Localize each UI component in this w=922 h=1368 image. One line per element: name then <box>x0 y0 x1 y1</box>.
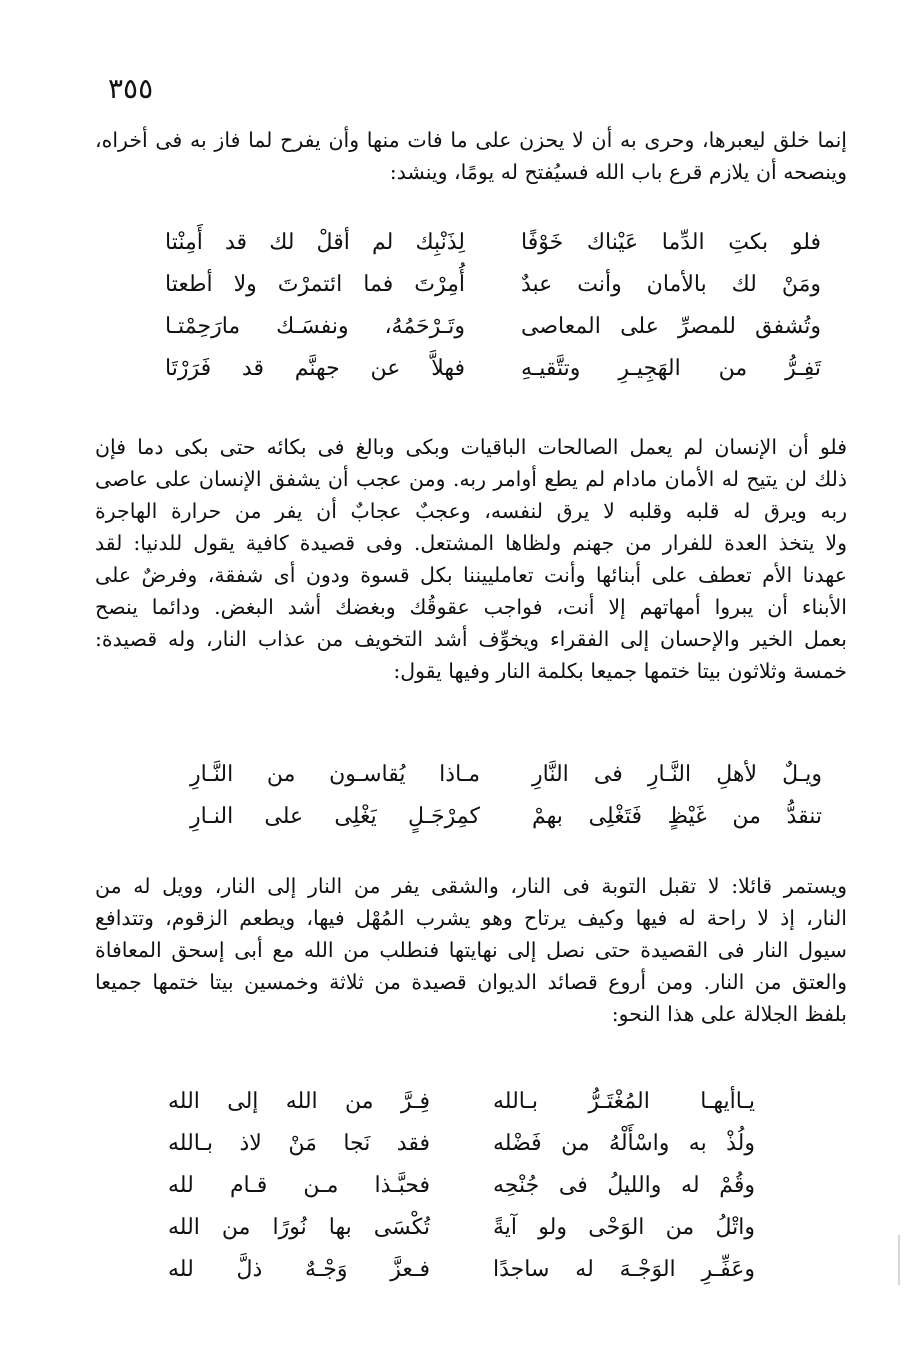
first-hemistich: ومَنْ لك بالأمان وأنت عبدٌ <box>521 272 821 297</box>
text-line: بلفظ الجلالة على هذا النحو: <box>611 1002 847 1026</box>
verse-line <box>165 348 821 390</box>
verse-line <box>190 796 822 838</box>
verse-line <box>168 1249 755 1291</box>
verse-line <box>165 306 821 348</box>
text-line: عهدنا الأم تعطف على أبنائها وأنت تعاملييننا بكل قسوة ودون أى شفقة، وفرضٌ على <box>95 563 847 587</box>
first-hemistich: وتُشفق للمصرِّ على المعاصى <box>521 314 821 339</box>
second-hemistich: تُكْسَى بها نُورًا من الله <box>168 1215 430 1240</box>
first-hemistich: واتْلُ من الوَحْى ولو آيةً <box>493 1215 755 1240</box>
verse-line <box>168 1165 755 1207</box>
verse-line <box>165 264 821 306</box>
text-line: فلو أن الإنسان لم يعمل الصالحات الباقيات وبكى وبالغ فى بكائه حتى بكى دما فإن <box>95 435 847 459</box>
first-hemistich: فلو بكتِ الدِّما عَيْناك خَوْفًا <box>521 230 821 255</box>
text-line: ولا يتخذ العدة للفرار من جهنم ولظاها المشتعل. وفى قصيدة كافية يقول للدنيا: لقد <box>95 531 847 555</box>
text-line: ويستمر قائلا: لا تقبل التوبة فى النار، والشقى يفر من النار إلى النار، وويل له من <box>95 874 847 898</box>
second-hemistich: كمِرْجَـلٍ يَغْلِى على النـارِ <box>190 804 480 829</box>
verse-line <box>190 754 822 796</box>
first-hemistich: تنقدُّ من غَيْظٍ فَتَغْلِى بهمْ <box>532 804 822 829</box>
text-line: بعمل الخير والإحسان إلى الفقراء ويخوِّف أشد التخويف من عذاب النار، وله قصيدة: <box>95 627 847 651</box>
second-hemistich: فحبَّـذا مـن قـام لله <box>168 1173 430 1198</box>
first-hemistich: يـاأيهـا المُغْتَـرُّ بـالله <box>493 1089 755 1114</box>
page-number: ٣٥٥ <box>108 72 154 105</box>
first-hemistich: وعَفِّـرِ الوَجْـهَ له ساجدًا <box>493 1257 755 1282</box>
text-line: سيول النار فى القصيدة حتى نصل إلى نهايتها فنطلب من الله مع أبى إسحق المعافاة <box>95 938 847 962</box>
second-hemistich: أُمِرْتَ فما ائتمرْتَ ولا أطعتا <box>165 272 465 297</box>
text-line: ربه ويرق له قلبه وقلبه لا يرق لنفسه، وعجبٌ عجابٌ أن يفر من حرارة الهاجرة <box>95 499 847 523</box>
first-hemistich: ويـلٌ لأهلِ النَّـارِ فى النَّارِ <box>532 762 822 787</box>
paragraph-1 <box>95 124 847 188</box>
second-hemistich: وتَـرْحَمُهُ، ونفسَـك مارَحِمْتـا <box>165 314 465 339</box>
second-hemistich: فـعزَّ وَجْـهٌ ذلَّ لله <box>168 1257 430 1282</box>
text-line: خمسة وثلاثون بيتا ختمها جميعا بكلمة النار وفيها يقول: <box>393 659 847 683</box>
text-line: الأبناء أن يبروا أمهاتهم إلا أنت، فواجب عقوقُك وبغضك أشد البغض. ودائما ينصح <box>95 595 847 619</box>
first-hemistich: ولُذْ به واسْأَلْهُ من فَضْله <box>493 1131 755 1156</box>
text-line: والعتق من النار. ومن أروع قصائد الديوان قصيدة من ثلاثة وخمسين بيتا ختمها جميعا <box>95 970 847 994</box>
second-hemistich: فِـرَّ من الله إلى الله <box>168 1089 430 1114</box>
page-margin-mark <box>898 1235 900 1285</box>
first-hemistich: وقُمْ له والليلُ فى جُنْحِه <box>493 1173 755 1198</box>
paragraph-3 <box>95 870 847 1030</box>
poem-3 <box>168 1081 755 1291</box>
second-hemistich: لِذَنْبِك لم أقلْ لك قد أَمِنْتا <box>165 230 465 255</box>
text-line: ذلك لن يتيح له الأمان مادام لم يطع أوامر ربه. ومن عجب أن يشفق الإنسان على عاصى <box>95 467 847 491</box>
verse-line <box>168 1081 755 1123</box>
text-line: وينصحه أن يلازم قرع باب الله فسيُفتح له يومًا، وينشد: <box>389 160 847 184</box>
second-hemistich: مـاذا يُقاسـون من النَّـارِ <box>190 762 480 787</box>
paragraph-2 <box>95 431 847 687</box>
verse-line <box>168 1207 755 1249</box>
first-hemistich: تَفِـرُّ من الهَجِيـرِ وتتَّقيـهِ <box>521 356 821 381</box>
text-line: إنما خلق ليعبرها، وحرى به أن لا يحزن على ما فات منها وأن يفرح لما فاز به فى أخراه، <box>95 128 847 152</box>
verse-line <box>168 1123 755 1165</box>
poem-1 <box>165 222 821 390</box>
second-hemistich: فهلاَّ عن جهنَّم قد فَرَرْتَا <box>165 356 465 381</box>
poem-2 <box>190 754 822 838</box>
second-hemistich: فقد نَجا مَنْ لاذ بـالله <box>168 1131 430 1156</box>
verse-line <box>165 222 821 264</box>
text-line: النار، إذ لا راحة له فيها وكيف يرتاح وهو يشرب المُهْل فيها، ويطعم الزقوم، وتتدافع <box>95 906 847 930</box>
